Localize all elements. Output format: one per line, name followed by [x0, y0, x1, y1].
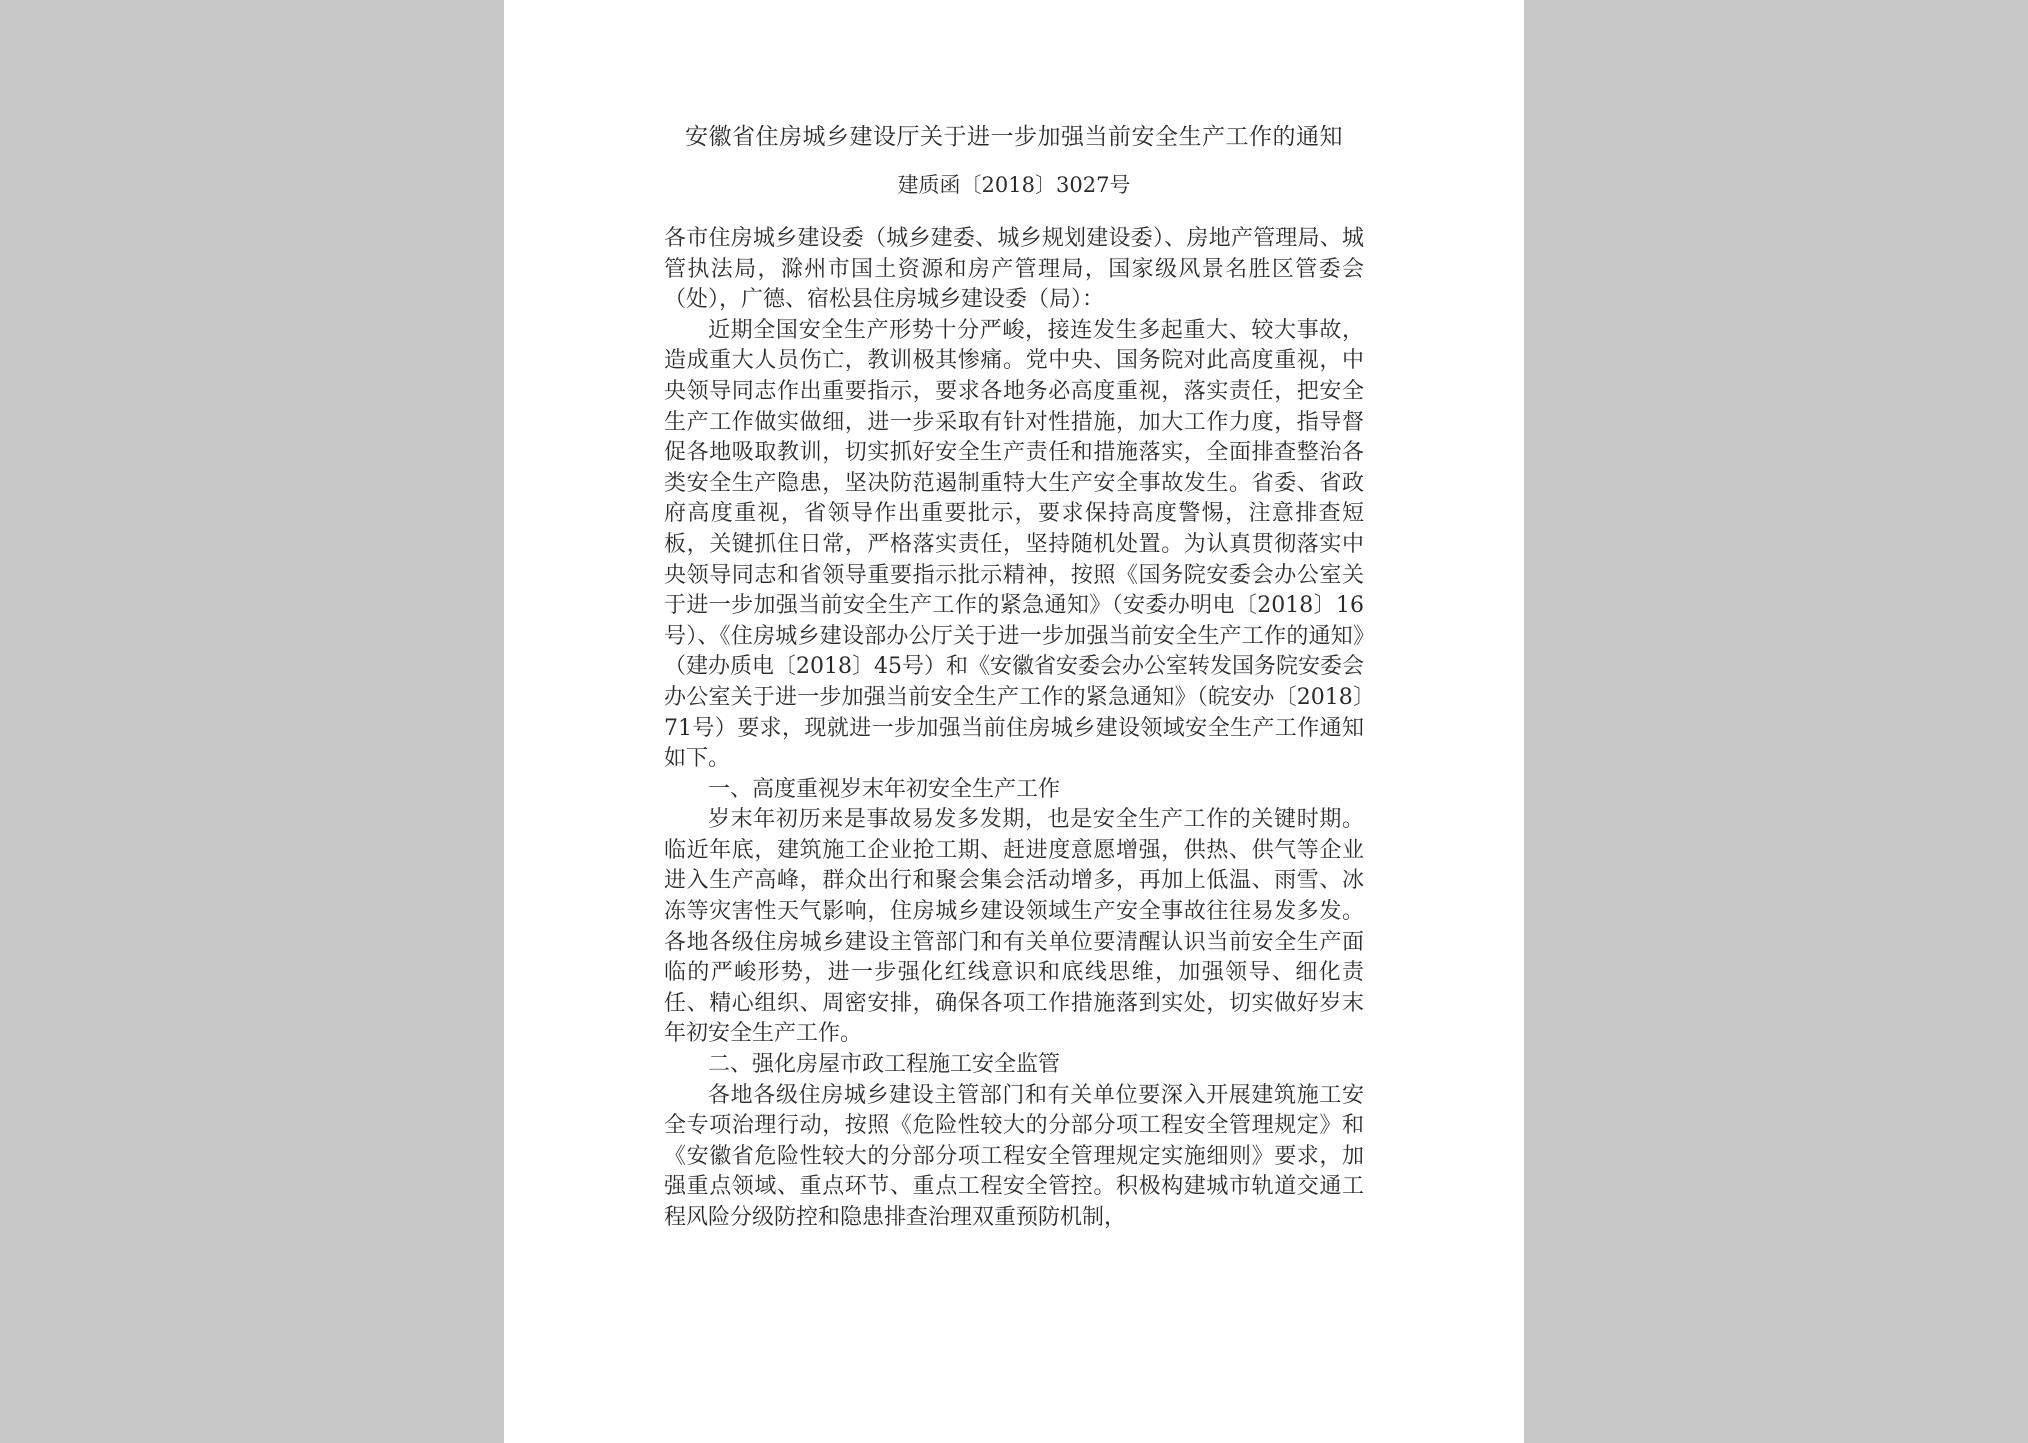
document-number: 建质函〔2018〕3027号 — [897, 173, 1131, 197]
intro-paragraph: 近期全国安全生产形势十分严峻，接连发生多起重大、较大事故，造成重大人员伤亡，教训极其惨痛。党中央、国务院对此高度重视，中央领导同志作出重要指示，要求各地务必高度重视，落实责任，把安全生产工作做实做细，进一步采取有针对性措施，加大工作力度，指导督促各地吸取教训，切实抓好安全生产责任和措施落实，全面排查整治各类安全生产隐患，坚决防范遏制重特大生产安全事故发生。省委、省政府高度重视，省领导作出重要批示，要求保持高度警惕，注意排查短板，关键抓住日常，严格落实责任，坚持随机处置。为认真贯彻落实中央领导同志和省领导重要指示批示精神，按照《国务院安委会办公室关于进一步加强当前安全生产工作的紧急通知》（安委办明电〔2018〕16号）、《住房城乡建设部办公厅关于进一步加强当前安全生产工作的通知》（建办质电〔2018〕45号）和《安徽省安委会办公室转发国务院安委会办公室关于进一步加强当前安全生产工作的紧急通知》（皖安办〔2018〕71号）要求，现就进一步加强当前住房城乡建设领域安全生产工作通知如下。 — [664, 317, 1364, 772]
document-page — [504, 0, 1524, 1443]
document-title: 安徽省住房城乡建设厅关于进一步加强当前安全生产工作的通知 — [685, 124, 1343, 150]
addressee-paragraph: 各市住房城乡建设委（城乡建委、城乡规划建设委）、房地产管理局、城管执法局，滁州市国土资源和房产管理局，国家级风景名胜区管委会（处），广德、宿松县住房城乡建设委（局）： — [664, 226, 1364, 313]
section-paragraph-2: 各地各级住房城乡建设主管部门和有关单位要深入开展建筑施工安全专项治理行动，按照《危险性较大的分部分项工程安全管理规定》和《安徽省危险性较大的分部分项工程安全管理规定实施细则》要求，加强重点领域、重点环节、重点工程安全管控。积极构建城市轨道交通工程风险分级防控和隐患排查治理双重预防机制， — [664, 1082, 1364, 1230]
section-paragraph-1: 岁末年初历来是事故易发多发期，也是安全生产工作的关键时期。临近年底，建筑施工企业抢工期、赶进度意愿增强，供热、供气等企业进入生产高峰，群众出行和聚会集会活动增多，再加上低温、雨雪、冰冻等灾害性天气影响，住房城乡建设领域生产安全事故往往易发多发。各地各级住房城乡建设主管部门和有关单位要清醒认识当前安全生产面临的严峻形势，进一步强化红线意识和底线思维，加强领导、细化责任、精心组织、周密安排，确保各项工作措施落到实处，切实做好岁末年初安全生产工作。 — [664, 807, 1364, 1047]
document-body — [664, 224, 1364, 1234]
section-heading-2: 二、强化房屋市政工程施工安全监管 — [708, 1052, 1061, 1078]
section-heading-1: 一、高度重视岁末年初安全生产工作 — [708, 776, 1061, 802]
